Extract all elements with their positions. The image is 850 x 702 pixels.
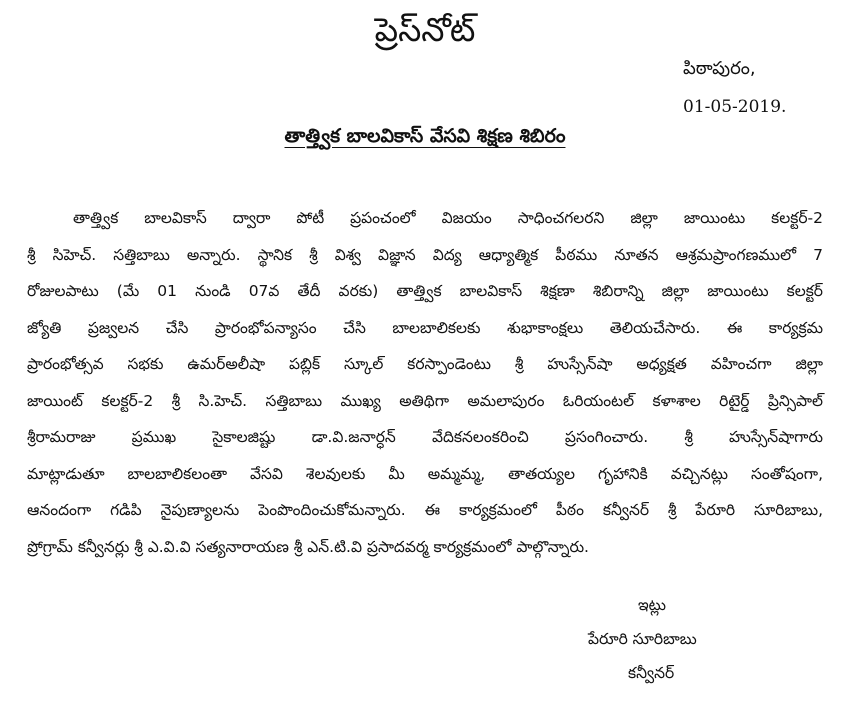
body-line: తాత్త్విక బాలవికాస్ ద్వారా పోటీ ప్రపంచంలో విజయం సాధించగలరని జిల్లా జాయింటు కలక్టర్-2 <box>73 209 823 227</box>
place-date-block <box>683 50 786 126</box>
page-title: ప్రెస్‌నోట్ <box>374 10 476 49</box>
body-line: ఆనందంగా గడిపి నైపుణ్యాలను పెంపొందించుకోమన్నారు. ఈ కార్యక్రమంలో పీఠం కన్వీనర్ శ్రీ పేరూరి సూరిబాబు, <box>27 501 823 519</box>
body-line: శ్రీ సిహెచ్. సత్తిబాబు అన్నారు. స్థానిక శ్రీ విశ్వ విజ్ఞాన విద్య ఆధ్యాత్మిక పీఠము నూతన ఆశ్రమప్రాంగణములో 7 <box>27 245 823 264</box>
body-line: మాట్లాడుతూ బాలబాలికలంతా వేసవి శెలవులకు మీ అమ్మమ్మ, తాతయ్యల గృహానికి వచ్చినట్లు సంతోషంగా, <box>27 464 823 483</box>
signatory-role: కన్వీనర్ <box>628 664 675 682</box>
body-line: ప్రారంభోత్సవ సభకు ఉమర్‌అలీషా పబ్లిక్ స్కూల్ కరస్పాండెంటు శ్రీ హుస్సేన్‌షా అధ్యక్షత వహించగా జిల్లా <box>27 355 823 373</box>
body-line: జ్యోతి ప్రజ్వలన చేసి ప్రారంభోపన్యాసం చేసి బాలబాలికలకు శుభాకాంక్షలు తెలియచేసారు. ఈ కార్యక్రమ <box>27 318 823 337</box>
signatory-name: పేరూరి సూరిబాబు <box>588 630 697 648</box>
body-line: ప్రోగ్రామ్ కన్వీనర్లు శ్రీ ఎ.వి.వి సత్యనారాయణ శ్రీ ఎన్.టి.వి ప్రసాదవర్మ కార్యక్రమంలో పాల్గొన్నారు. <box>27 537 589 556</box>
signature-closing: ఇట్లు <box>638 596 667 614</box>
subject-heading: తాత్త్విక బాలవికాస్ వేసవి శిక్షణ శిబిరం <box>284 125 566 147</box>
document-date: 01-05-2019. <box>683 97 787 117</box>
body-paragraph <box>27 200 823 565</box>
place-name: పిఠాపురం, <box>683 58 756 79</box>
body-line: జాయింట్ కలక్టర్-2 శ్రీ సి.హెచ్. సత్తిబాబు ముఖ్య అతిథిగా అమలాపురం ఓరియంటల్ కళాశాల రిటైర్డ్ ప్రిన్సిపాల్ <box>27 391 823 410</box>
body-line: రోజులపాటు (మే 01 నుండి 07వ తేదీ వరకు) తాత్త్విక బాలవికాస్ శిక్షణా శిబిరాన్ని జిల్లా జాయింటు కలక్టర్ <box>27 282 823 300</box>
body-line: శ్రీరామరాజు ప్రముఖ సైకాలజిష్టు డా.వి.జనార్ధన్ వేదికనలంకరించి ప్రసంగించారు. శ్రీ హుస్సేన్‌షాగారు <box>27 428 823 446</box>
